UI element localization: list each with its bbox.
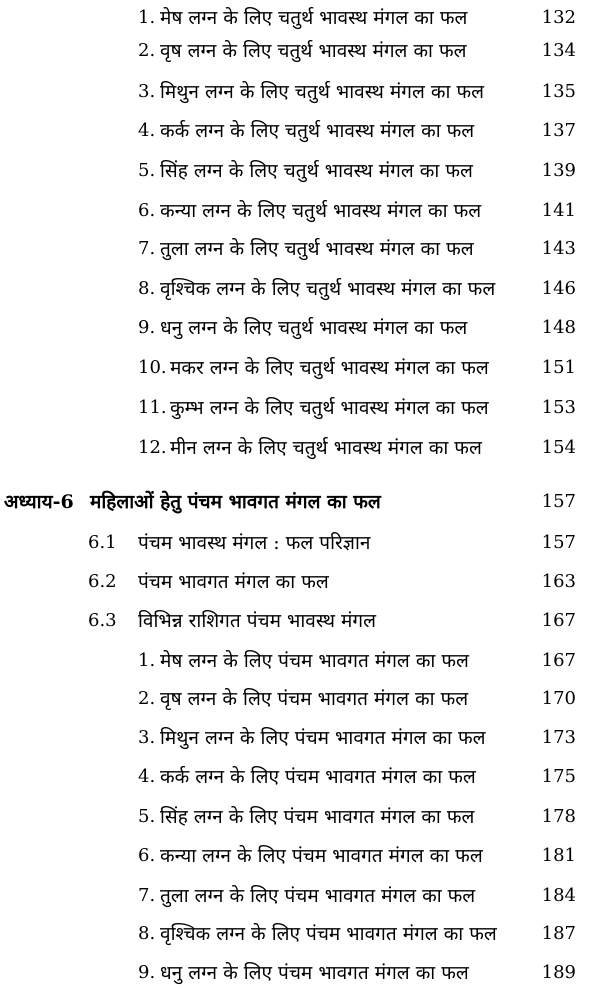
entry-title: तुला लग्न के लिए चतुर्थ भावस्थ मंगल का फल: [160, 238, 474, 260]
entry-page: 175: [541, 766, 576, 787]
toc-entry: 7. तुला लग्न के लिए पंचम भावगत मंगल का फल 184: [0, 878, 600, 914]
entry-page: 170: [541, 688, 576, 709]
entry-page: 132: [541, 7, 576, 28]
entry-page: 135: [541, 81, 576, 102]
entry-title: कन्या लग्न के लिए पंचम भावगत मंगल का फल: [160, 845, 483, 867]
entry-title: मिथुन लग्न के लिए चतुर्थ भावस्थ मंगल का फल: [160, 81, 484, 103]
toc-entry: 10. मकर लग्न के लिए चतुर्थ भावस्थ मंगल का फल 151: [0, 350, 600, 386]
entry-page: 141: [541, 200, 576, 221]
toc-entry: 3. मिथुन लग्न के लिए चतुर्थ भावस्थ मंगल का फल 135: [0, 74, 600, 110]
section-number: 6.1: [88, 532, 117, 553]
section-page: 157: [541, 532, 576, 553]
toc-entry: 4. कर्क लग्न के लिए पंचम भावगत मंगल का फल 175: [0, 759, 600, 795]
entry-page: 154: [541, 437, 576, 458]
entry-title: वृश्चिक लग्न के लिए पंचम भावगत मंगल का फल: [160, 923, 497, 945]
entry-title: धनु लग्न के लिए पंचम भावगत मंगल का फल: [160, 962, 469, 984]
toc-entry: 6. कन्या लग्न के लिए चतुर्थ भावस्थ मंगल का फल 141: [0, 193, 600, 229]
toc-entry: 1. मेष लग्न के लिए पंचम भावगत मंगल का फल 167: [0, 643, 600, 679]
entry-title: वृश्चिक लग्न के लिए चतुर्थ भावस्थ मंगल का फल: [160, 278, 496, 300]
entry-page: 139: [541, 160, 576, 181]
toc-entry: 5. सिंह लग्न के लिए पंचम भावगत मंगल का फल 178: [0, 799, 600, 835]
toc-entry: 4. कर्क लग्न के लिए चतुर्थ भावस्थ मंगल का फल 137: [0, 113, 600, 149]
toc-entry: 12. मीन लग्न के लिए चतुर्थ भावस्थ मंगल का फल 154: [0, 430, 600, 466]
toc-entry: 2. वृष लग्न के लिए चतुर्थ भावस्थ मंगल का फल 134: [0, 33, 600, 69]
entry-title: कन्या लग्न के लिए चतुर्थ भावस्थ मंगल का फल: [160, 200, 482, 222]
entry-page: 167: [541, 650, 576, 671]
toc-entry: 9. धनु लग्न के लिए पंचम भावगत मंगल का फल 189: [0, 955, 600, 991]
entry-title: मकर लग्न के लिए चतुर्थ भावस्थ मंगल का फल: [170, 357, 489, 379]
toc-entry: 5. सिंह लग्न के लिए चतुर्थ भावस्थ मंगल का फल 139: [0, 153, 600, 189]
toc-entry: 8. वृश्चिक लग्न के लिए चतुर्थ भावस्थ मंगल का फल 146: [0, 271, 600, 307]
section-title: पंचम भावगत मंगल का फल: [138, 571, 329, 593]
toc-entry: 3. मिथुन लग्न के लिए पंचम भावगत मंगल का फल 173: [0, 720, 600, 756]
toc-entry: 6. कन्या लग्न के लिए पंचम भावगत मंगल का फल 181: [0, 838, 600, 874]
entry-title: मेष लग्न के लिए पंचम भावगत मंगल का फल: [160, 650, 469, 672]
toc-entry: 11. कुम्भ लग्न के लिए चतुर्थ भावस्थ मंगल का फल 153: [0, 390, 600, 426]
entry-page: 178: [541, 806, 576, 827]
toc-section: [0, 564, 600, 600]
toc-entry: 1. मेष लग्न के लिए चतुर्थ भावस्थ मंगल का फल 132: [0, 0, 600, 36]
entry-title: सिंह लग्न के लिए पंचम भावगत मंगल का फल: [160, 806, 475, 828]
chapter-label: अध्याय-6: [4, 491, 74, 513]
section-page: 167: [541, 610, 576, 631]
toc-entry: 8. वृश्चिक लग्न के लिए पंचम भावगत मंगल का फल 187: [0, 916, 600, 952]
chapter-heading: [0, 484, 600, 520]
entry-page: 187: [541, 923, 576, 944]
section-number: 6.3: [88, 610, 117, 631]
entry-title: सिंह लग्न के लिए चतुर्थ भावस्थ मंगल का फल: [160, 160, 473, 182]
entry-page: 143: [541, 238, 576, 259]
entry-page: 134: [541, 40, 576, 61]
entry-page: 181: [541, 845, 576, 866]
entry-page: 148: [541, 317, 576, 338]
toc-entry: 9. धनु लग्न के लिए चतुर्थ भावस्थ मंगल का फल 148: [0, 310, 600, 346]
entry-page: 146: [541, 278, 576, 299]
toc-entry: 7. तुला लग्न के लिए चतुर्थ भावस्थ मंगल का फल 143: [0, 231, 600, 267]
entry-page: 173: [541, 727, 576, 748]
toc-section: [0, 525, 600, 561]
entry-title: कर्क लग्न के लिए चतुर्थ भावस्थ मंगल का फल: [160, 120, 475, 142]
chapter-title: महिलाओं हेतु पंचम भावगत मंगल का फल: [90, 491, 381, 513]
entry-title: कुम्भ लग्न के लिए चतुर्थ भावस्थ मंगल का फल: [170, 397, 489, 419]
entry-title: कर्क लग्न के लिए पंचम भावगत मंगल का फल: [160, 766, 476, 788]
toc-entry: 2. वृष लग्न के लिए पंचम भावगत मंगल का फल 170: [0, 681, 600, 717]
section-number: 6.2: [88, 571, 117, 592]
section-page: 163: [541, 571, 576, 592]
chapter-page: 157: [541, 491, 576, 512]
entry-title: मेष लग्न के लिए चतुर्थ भावस्थ मंगल का फल: [160, 7, 468, 29]
entry-title: मिथुन लग्न के लिए पंचम भावगत मंगल का फल: [160, 727, 486, 749]
section-title: पंचम भावस्थ मंगल : फल परिज्ञान: [138, 532, 371, 554]
entry-page: 184: [541, 885, 576, 906]
section-title: विभिन्न राशिगत पंचम भावस्थ मंगल: [138, 610, 376, 632]
entry-page: 151: [541, 357, 576, 378]
entry-title: धनु लग्न के लिए चतुर्थ भावस्थ मंगल का फल: [160, 317, 468, 339]
entry-page: 189: [541, 962, 576, 983]
entry-title: वृष लग्न के लिए चतुर्थ भावस्थ मंगल का फल: [160, 40, 467, 62]
entry-title: वृष लग्न के लिए पंचम भावगत मंगल का फल: [160, 688, 469, 710]
entry-page: 153: [541, 397, 576, 418]
entry-title: तुला लग्न के लिए पंचम भावगत मंगल का फल: [160, 885, 476, 907]
entry-page: 137: [541, 120, 576, 141]
toc-section: [0, 603, 600, 639]
entry-title: मीन लग्न के लिए चतुर्थ भावस्थ मंगल का फल: [170, 437, 482, 459]
